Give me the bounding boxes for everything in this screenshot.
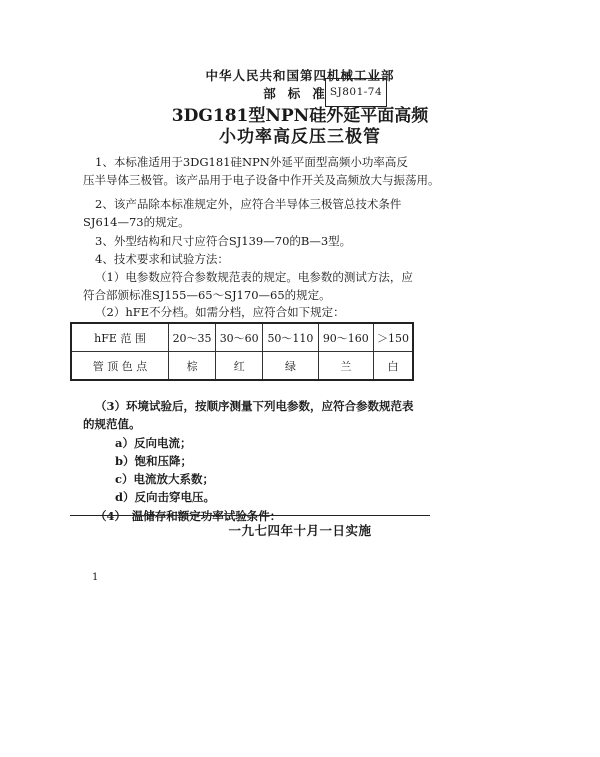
sub-item-a: a）反向电流； bbox=[115, 436, 192, 450]
table-cell: 20～35 bbox=[169, 323, 216, 352]
clause-4-4: （4） 温储存和额定功率试验条件： bbox=[95, 509, 282, 523]
table-cell: 绿 bbox=[263, 352, 318, 381]
table-cell: 90～160 bbox=[318, 323, 373, 352]
clause-4-1-line1: （1）电参数应符合参数规范表的规定。电参数的测试方法，应 bbox=[95, 270, 413, 284]
sub-item-b: b）饱和压降； bbox=[115, 454, 193, 468]
table-row bbox=[71, 352, 413, 381]
table-cell: ＞150 bbox=[374, 323, 414, 352]
clause-4: 4、技术要求和试验方法： bbox=[95, 252, 229, 266]
hfe-color-table bbox=[70, 322, 414, 381]
standard-code-box: SJ801-74 bbox=[325, 78, 387, 107]
sub-item-d: d）反向击穿电压。 bbox=[115, 490, 216, 504]
footer-divider bbox=[70, 515, 430, 516]
clause-1-line1: 1、本标准适用于3DG181硅NPN外延平面型高频小功率高反 bbox=[95, 155, 408, 169]
table-cell: 30～60 bbox=[216, 323, 263, 352]
document-title-line2: 小功率高反压三极管 bbox=[219, 127, 381, 147]
clause-4-3-line1: （3）环境试验后，按顺序测量下列电参数，应符合参数规范表 bbox=[95, 399, 414, 413]
table-row bbox=[71, 323, 413, 352]
clause-3: 3、外型结构和尺寸应符合SJ139—70的B—3型。 bbox=[95, 234, 352, 248]
document-title-line1: 3DG181型NPN硅外延平面高频 bbox=[171, 106, 429, 126]
table-cell: 50～110 bbox=[263, 323, 318, 352]
clause-4-3-line2: 的规范值。 bbox=[83, 417, 141, 431]
clause-4-1-line2: 符合部颁标准SJ155—65～SJ170—65的规定。 bbox=[83, 288, 331, 302]
table-cell: 棕 bbox=[169, 352, 216, 381]
hfe-range-header: hFE 范 围 bbox=[71, 323, 169, 352]
clause-2-line2: SJ614—73的规定。 bbox=[83, 215, 190, 229]
color-dot-header: 管 顶 色 点 bbox=[71, 352, 169, 381]
standard-type: 部标准 bbox=[263, 86, 337, 101]
page-number: 1 bbox=[92, 572, 99, 583]
clause-4-2: （2）hFE不分档。如需分档，应符合如下规定： bbox=[95, 305, 345, 319]
effective-date: 一九七四年十月一日实施 bbox=[228, 523, 372, 538]
table-cell: 白 bbox=[374, 352, 414, 381]
ministry-name: 中华人民共和国第四机械工业部 bbox=[205, 68, 395, 83]
sub-item-c: c）电流放大系数； bbox=[115, 472, 215, 486]
clause-2-line1: 2、该产品除本标准规定外，应符合半导体三极管总技术条件 bbox=[95, 197, 402, 211]
table-cell: 红 bbox=[216, 352, 263, 381]
table-cell: 兰 bbox=[318, 352, 373, 381]
clause-1-line2: 压半导体三极管。该产品用于电子设备中作开关及高频放大与振荡用。 bbox=[83, 173, 440, 187]
